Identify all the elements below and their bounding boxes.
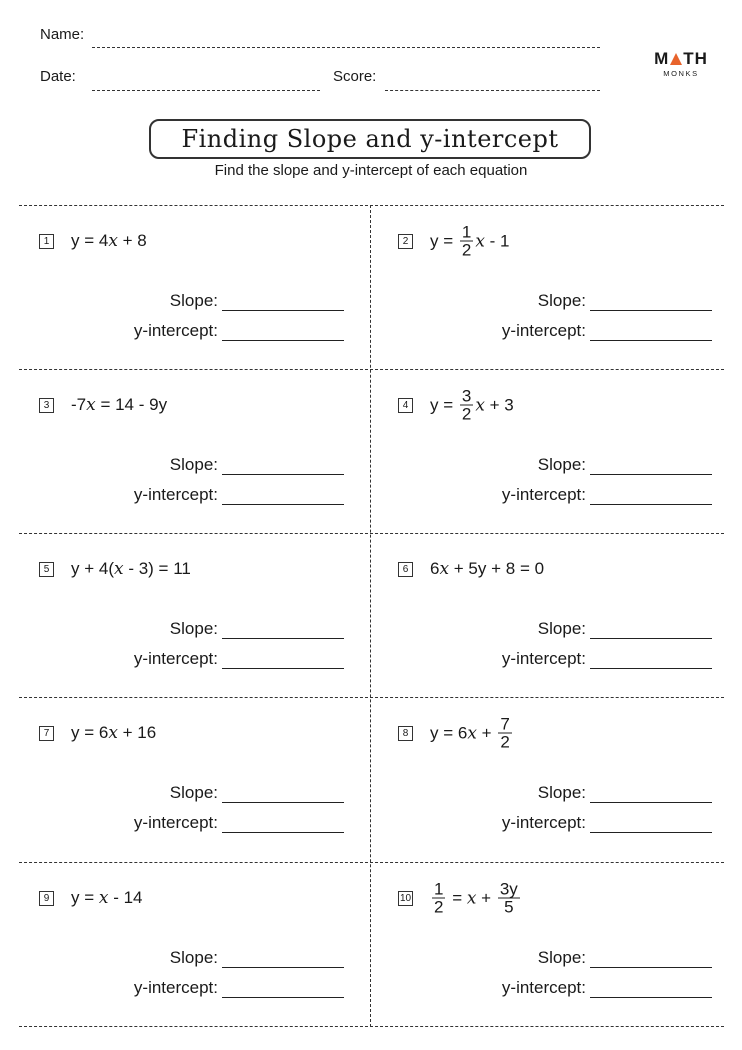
slope-answer-line[interactable]: [222, 474, 344, 475]
problem-number: 8: [398, 726, 413, 741]
equation-text: - 3) = 11: [123, 559, 191, 578]
slope-label: Slope:: [169, 783, 218, 802]
equation-text: y =: [71, 888, 99, 907]
fraction: [460, 224, 473, 259]
variable-x: x: [475, 231, 485, 251]
variable-x: x: [439, 559, 450, 579]
problem-equation: [71, 723, 156, 743]
problem-number: 6: [398, 562, 413, 577]
problem-number: 4: [398, 398, 413, 413]
name-field[interactable]: [92, 47, 600, 48]
equation-text: +: [476, 888, 496, 907]
y-intercept-label: y-intercept:: [133, 813, 218, 832]
equation-text: + 16: [117, 723, 157, 742]
y-intercept-answer-line[interactable]: [222, 340, 344, 341]
slope-label: Slope:: [537, 455, 586, 474]
variable-x: x: [86, 395, 96, 415]
y-intercept-answer-line[interactable]: [222, 997, 344, 998]
problem-number: 2: [398, 234, 413, 249]
equation-text: =: [438, 395, 458, 414]
logo-subtext: MONKS: [663, 69, 699, 78]
fraction-denominator: 2: [500, 732, 510, 752]
y-intercept-answer-line[interactable]: [590, 997, 712, 998]
row-divider: [19, 862, 724, 863]
y-intercept-answer-line[interactable]: [590, 504, 712, 505]
fraction-denominator: 2: [461, 404, 472, 424]
row-divider: [19, 697, 724, 698]
slope-label: Slope:: [169, 291, 218, 310]
y-intercept-answer-line[interactable]: [222, 668, 344, 669]
y-intercept-answer-line[interactable]: [590, 668, 712, 669]
problem-equation: [430, 716, 514, 751]
equation-text: - 1: [484, 231, 510, 250]
y-intercept-label: y-intercept:: [133, 978, 218, 997]
problem-number: 9: [39, 891, 54, 906]
slope-answer-line[interactable]: [590, 474, 712, 475]
problem-equation: [71, 888, 143, 908]
equation-text: + 8: [117, 231, 147, 250]
variable-x: x: [114, 559, 124, 579]
fraction-numerator: 3: [461, 386, 472, 406]
equation-text: =: [438, 231, 458, 250]
slope-label: Slope:: [537, 619, 586, 638]
problem-equation: [71, 231, 147, 251]
slope-answer-line[interactable]: [590, 802, 712, 803]
date-label: Date:: [40, 68, 76, 85]
fraction-numerator: 1: [434, 879, 444, 899]
equation-text: y = 6: [71, 723, 109, 742]
y-intercept-label: y-intercept:: [501, 978, 586, 997]
row-divider: [19, 205, 724, 206]
problem-equation: [430, 388, 514, 423]
y-intercept-answer-line[interactable]: [590, 340, 712, 341]
y-intercept-answer-line[interactable]: [222, 504, 344, 505]
slope-answer-line[interactable]: [590, 310, 712, 311]
equation-text: + 5y + 8 = 0: [449, 559, 545, 578]
row-divider: [19, 533, 724, 534]
page-title: Finding Slope and y-intercept: [149, 119, 591, 159]
logo-text-right: TH: [683, 49, 708, 68]
y-intercept-answer-line[interactable]: [222, 832, 344, 833]
problem-equation: [430, 881, 522, 916]
problem-number: 7: [39, 726, 54, 741]
fraction-numerator: 3y: [499, 879, 518, 899]
fraction-numerator: 1: [461, 222, 472, 242]
fraction: [498, 716, 511, 751]
slope-label: Slope:: [169, 619, 218, 638]
fraction-numerator: 7: [500, 714, 510, 734]
equation-text: + 3: [484, 395, 514, 414]
y-intercept-answer-line[interactable]: [590, 832, 712, 833]
y-intercept-label: y-intercept:: [133, 321, 218, 340]
variable-x: x: [467, 723, 477, 743]
slope-answer-line[interactable]: [590, 638, 712, 639]
score-label: Score:: [333, 68, 377, 85]
problem-number: 5: [39, 562, 54, 577]
math-monks-logo: [650, 50, 712, 78]
equation-text: = 14 - 9y: [95, 395, 168, 414]
equation-text: - 14: [108, 888, 143, 907]
y-intercept-label: y-intercept:: [501, 649, 586, 668]
date-field[interactable]: [92, 90, 320, 91]
y-intercept-label: y-intercept:: [133, 485, 218, 504]
slope-label: Slope:: [537, 783, 586, 802]
slope-label: Slope:: [537, 948, 586, 967]
problem-number: 3: [39, 398, 54, 413]
fraction: [432, 881, 445, 916]
fraction-denominator: 2: [461, 240, 472, 260]
slope-answer-line[interactable]: [222, 802, 344, 803]
equation-text: y: [430, 395, 439, 414]
equation-text: 6: [430, 559, 440, 578]
variable-x: x: [108, 723, 118, 743]
equation-text: =: [447, 888, 467, 907]
fraction-denominator: 2: [434, 897, 444, 917]
problem-equation: [430, 224, 510, 259]
y-intercept-label: y-intercept:: [501, 813, 586, 832]
equation-text: = 4: [79, 231, 109, 250]
fraction-denominator: 5: [504, 897, 514, 917]
variable-x: x: [98, 888, 109, 908]
problem-equation: [71, 559, 191, 579]
fraction: [460, 388, 473, 423]
score-field[interactable]: [385, 90, 600, 91]
fraction: [498, 881, 520, 916]
name-label: Name:: [40, 26, 85, 43]
equation-text: y + 4(: [71, 559, 114, 578]
y-intercept-label: y-intercept:: [501, 485, 586, 504]
equation-text: y: [430, 231, 439, 250]
problem-equation: [430, 559, 544, 579]
slope-answer-line[interactable]: [222, 967, 344, 968]
slope-answer-line[interactable]: [222, 638, 344, 639]
equation-text: -7: [71, 395, 87, 414]
equation-text: y: [71, 231, 80, 250]
logo-triangle-icon: [670, 53, 682, 65]
problem-number: 1: [39, 234, 54, 249]
equation-text: y = 6: [430, 723, 468, 742]
y-intercept-label: y-intercept:: [133, 649, 218, 668]
variable-x: x: [475, 395, 485, 415]
problem-number: 10: [399, 893, 412, 904]
equation-text: +: [476, 723, 497, 742]
variable-x: x: [108, 231, 118, 251]
problem-equation: [71, 395, 167, 415]
y-intercept-label: y-intercept:: [501, 321, 586, 340]
slope-answer-line[interactable]: [222, 310, 344, 311]
page-subtitle: Find the slope and y-intercept of each equation: [214, 162, 528, 179]
row-divider: [19, 1026, 724, 1027]
logo-text-left: M: [654, 49, 670, 68]
slope-answer-line[interactable]: [590, 967, 712, 968]
slope-label: Slope:: [169, 455, 218, 474]
variable-x: x: [466, 888, 477, 908]
slope-label: Slope:: [537, 291, 586, 310]
row-divider: [19, 369, 724, 370]
slope-label: Slope:: [169, 948, 218, 967]
